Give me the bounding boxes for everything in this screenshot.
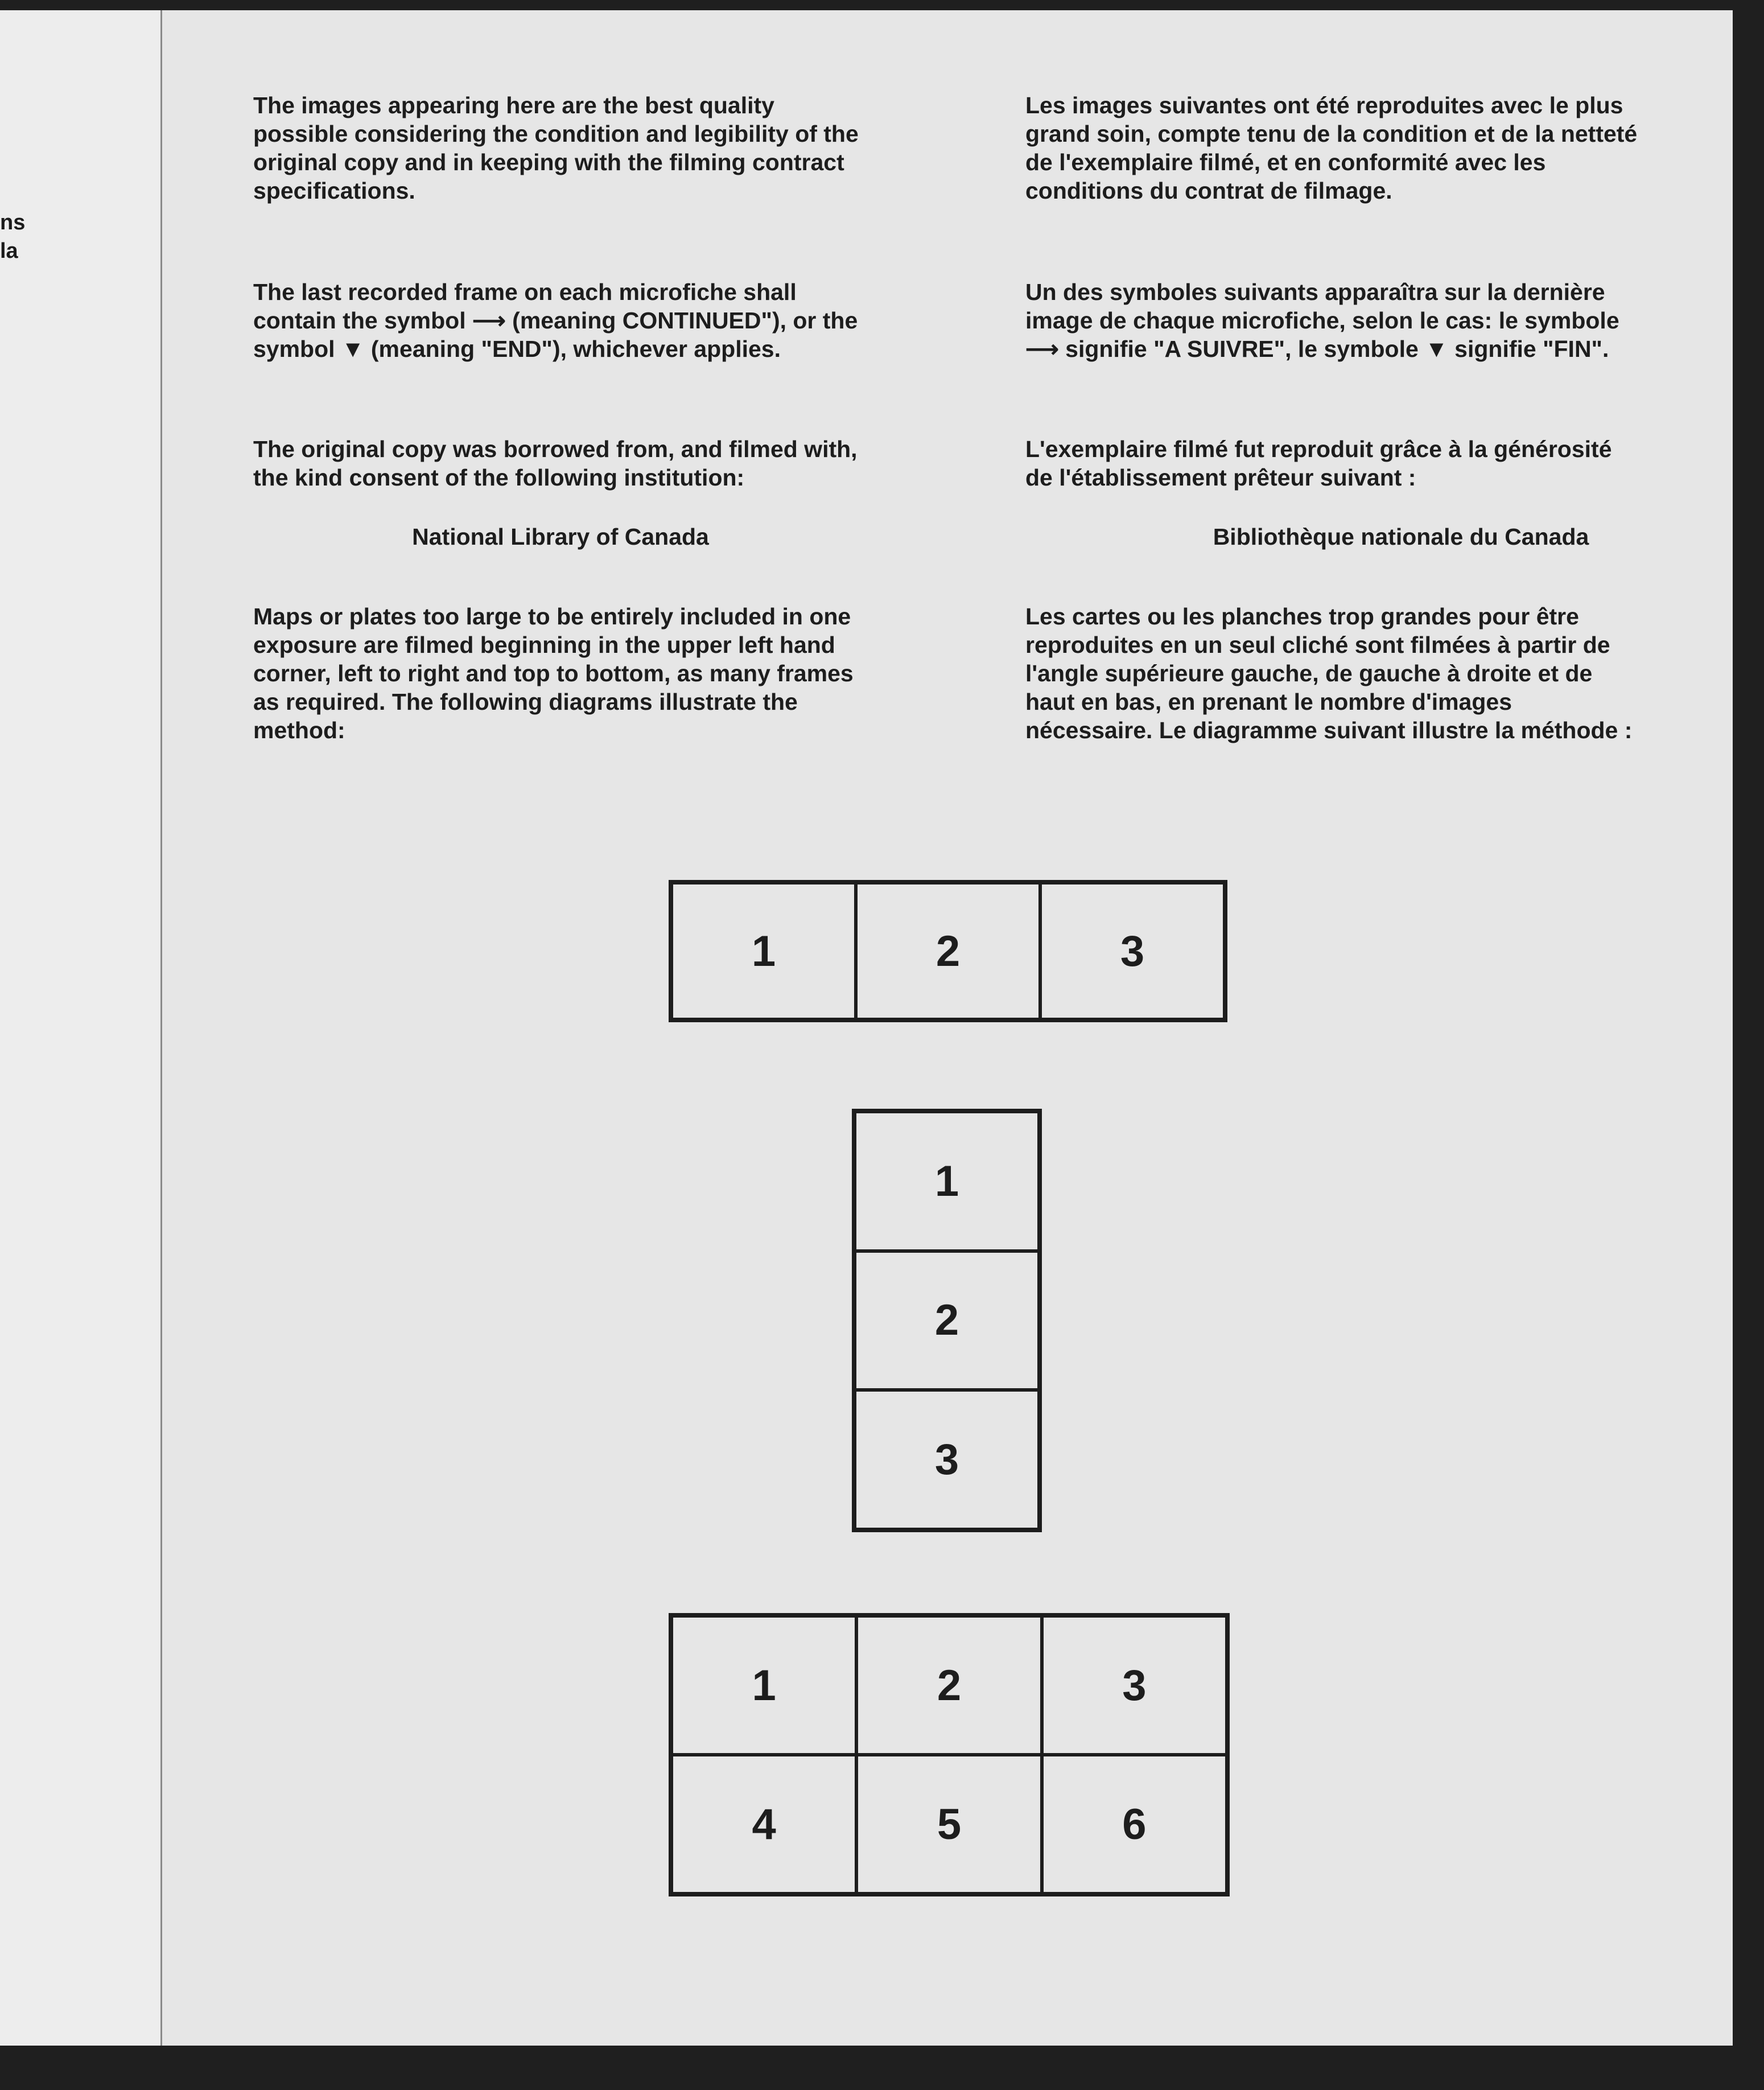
frame-cell: 2 xyxy=(856,883,1040,1019)
french-institution: Bibliothèque nationale du Canada xyxy=(1213,524,1589,550)
frame-cell: 4 xyxy=(671,1755,856,1894)
frame-cell: 1 xyxy=(671,1616,856,1755)
english-consent-note: The original copy was borrowed from, and filmed with, the kind consent of the following institution: xyxy=(253,436,858,491)
french-consent-note: L'exemplaire filmé fut reproduit grâce à la générosité de l'établissement prêteur suivant : xyxy=(1025,436,1612,491)
english-maps-note: Maps or plates too large to be entirely included in one exposure are filmed beginning in the upper left hand corner, left to right and top to bottom, as many frames as required. The following diagrams illustrate the method: xyxy=(253,603,854,743)
french-symbol-note: Un des symboles suivants apparaîtra sur la dernière image de chaque microfiche, selon le cas: le symbole ⟶ signifie "A SUIVRE", le symbole ▼ signifie "FIN". xyxy=(1025,279,1619,362)
frame-cell: 1 xyxy=(671,883,856,1019)
horizontal-frame-diagram xyxy=(669,880,1227,1022)
document-page xyxy=(162,10,1733,2046)
frame-cell: 3 xyxy=(855,1390,1039,1529)
vertical-frame-diagram xyxy=(852,1109,1042,1532)
frame-cell: 3 xyxy=(1040,883,1225,1019)
frame-cell: 2 xyxy=(855,1251,1039,1390)
english-symbol-note: The last recorded frame on each microfiche shall contain the symbol ⟶ (meaning CONTINUED"), or the symbol ▼ (meaning "END"), whichever applies. xyxy=(253,279,858,362)
margin-fragment: ns xyxy=(0,211,26,234)
frame-cell: 5 xyxy=(856,1755,1041,1894)
english-quality-note: The images appearing here are the best quality possible considering the condition and legibility of the original copy and in keeping with the filming contract specifications. xyxy=(253,92,859,204)
english-institution: National Library of Canada xyxy=(412,524,709,550)
french-quality-note: Les images suivantes ont été reproduites avec le plus grand soin, compte tenu de la condition et de la netteté de l'exemplaire filmé, et en conformité avec les conditions du contrat de filmage. xyxy=(1025,92,1638,204)
frame-cell: 3 xyxy=(1042,1616,1227,1755)
french-maps-note: Les cartes ou les planches trop grandes pour être reproduites en un seul cliché sont filmées à partir de l'angle supérieure gauche, de gauche à droite et de haut en bas, en prenant le nombre d'images nécessaire. Le diagramme suivant illustre la méthode : xyxy=(1025,603,1633,743)
grid-frame-diagram xyxy=(669,1613,1230,1896)
frame-cell: 6 xyxy=(1042,1755,1227,1894)
adjacent-page-strip xyxy=(0,10,160,2046)
margin-fragment: la xyxy=(0,239,18,263)
frame-cell: 2 xyxy=(856,1616,1041,1755)
frame-cell: 1 xyxy=(855,1112,1039,1251)
